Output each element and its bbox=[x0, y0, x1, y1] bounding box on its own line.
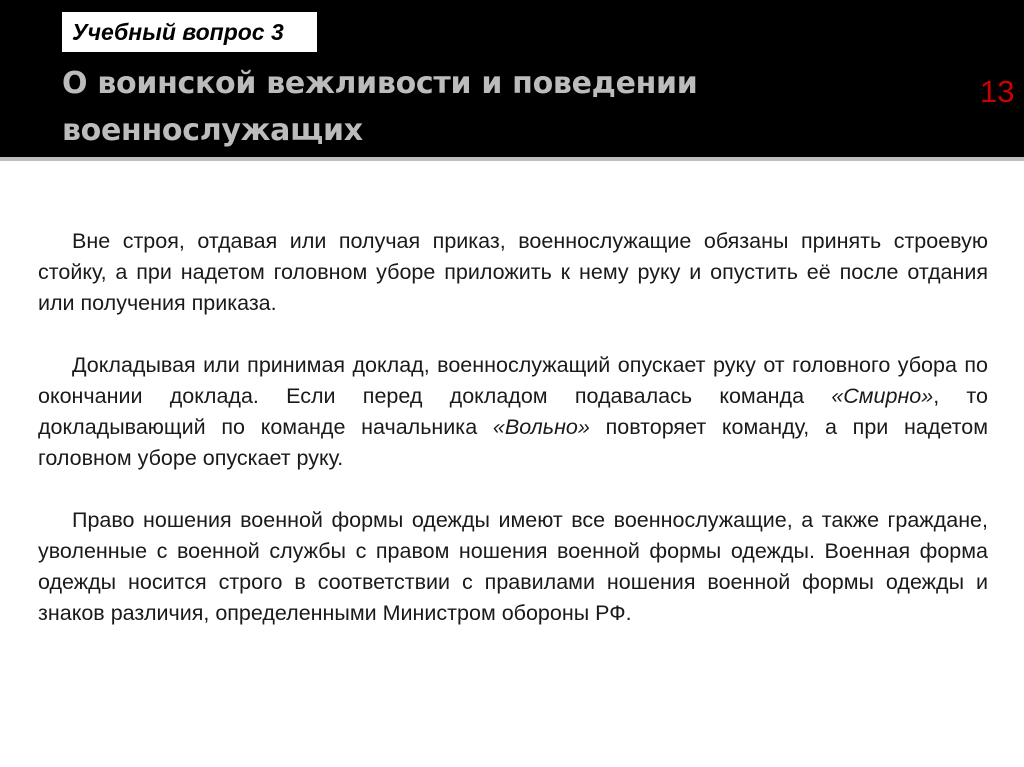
question-label: Учебный вопрос 3 bbox=[62, 12, 317, 52]
slide-number: 13 bbox=[980, 74, 1015, 109]
paragraph-2-part-1: Докладывая или принимая доклад, военнослужащий опускает руку от головного убора по окончании доклада. Если перед докладом подавалась команда bbox=[38, 353, 988, 408]
paragraph-1: Вне строя, отдавая или получая приказ, военнослужащие обязаны принять строевую стойку, а при надетом головном уборе приложить к нему руку и опустить её после отдания или получения приказа. bbox=[38, 229, 988, 315]
slide-title-line-2: военнослужащих bbox=[62, 113, 363, 148]
paragraph-2-part-3: повторяет команду, а при надетом головном уборе опускает руку. bbox=[38, 415, 988, 470]
command-volno: «Вольно» bbox=[492, 415, 590, 439]
paragraph-2-part-2: , то докладывающий по команде начальника bbox=[38, 384, 988, 439]
paragraph-3: Право ношения военной формы одежды имеют все военнослужащие, а также граждане, уволенные с военной службы с правом ношения военной формы одежды. Военная форма одежды носится строго в соответствии с правилами ношения военной формы одежды и знаков различия, определенными Министром обороны РФ. bbox=[38, 508, 988, 625]
slide-header bbox=[0, 0, 1024, 157]
slide-title-line-1: О воинской вежливости и поведении bbox=[62, 66, 698, 101]
command-smirno: «Смирно» bbox=[831, 384, 934, 408]
slide-body bbox=[38, 226, 988, 629]
paragraph-2 bbox=[38, 350, 988, 474]
slide-title bbox=[62, 60, 862, 154]
header-divider bbox=[0, 157, 1024, 161]
